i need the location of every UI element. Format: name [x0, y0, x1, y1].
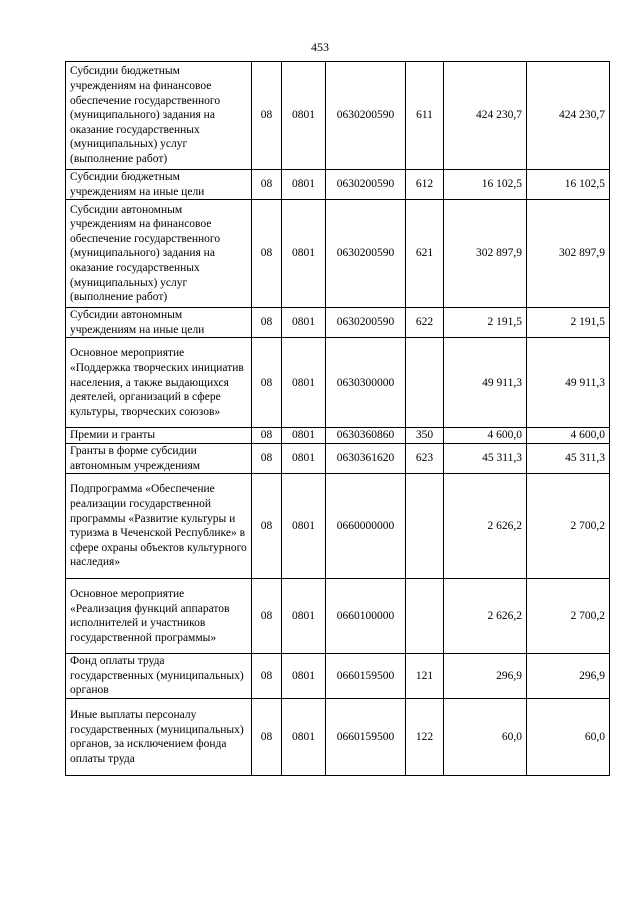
subsection-code: 0801: [282, 699, 326, 776]
expense-type-code: 623: [406, 443, 444, 473]
section-code: 08: [252, 428, 282, 444]
table-row: [66, 308, 610, 338]
amount-1: 424 230,7: [444, 62, 527, 170]
expense-type-code: 350: [406, 428, 444, 444]
target-article-code: 0630200590: [326, 308, 406, 338]
item-name: Субсидии бюджетным учреждениям на финансовое обеспечение государственного (муниципального) задания на оказание государственных (муниципальных) услуг (выполнение работ): [66, 62, 252, 170]
expense-type-code: [406, 579, 444, 654]
table-row: [66, 170, 610, 200]
subsection-code: 0801: [282, 62, 326, 170]
item-name: Подпрограмма «Обеспечение реализации государственной программы «Развитие культуры и туризма в Чеченской Республике» в сфере охраны объектов культурного наследия»: [66, 474, 252, 579]
table-row: [66, 428, 610, 444]
item-name: Субсидии автономным учреждениям на финансовое обеспечение государственного (муниципального) задания на оказание государственных (муниципальных) услуг (выполнение работ): [66, 200, 252, 308]
budget-table: [65, 61, 610, 776]
subsection-code: 0801: [282, 200, 326, 308]
section-code: 08: [252, 170, 282, 200]
expense-type-code: [406, 338, 444, 428]
item-name: Иные выплаты персоналу государственных (муниципальных) органов, за исключением фонда оплаты труда: [66, 699, 252, 776]
target-article-code: 0630300000: [326, 338, 406, 428]
page-number: 453: [311, 40, 329, 54]
amount-1: 2 626,2: [444, 579, 527, 654]
item-name: Субсидии автономным учреждениям на иные цели: [66, 308, 252, 338]
target-article-code: 0630360860: [326, 428, 406, 444]
amount-1: 2 191,5: [444, 308, 527, 338]
amount-1: 4 600,0: [444, 428, 527, 444]
target-article-code: 0630200590: [326, 170, 406, 200]
target-article-code: 0660159500: [326, 699, 406, 776]
expense-type-code: 121: [406, 654, 444, 699]
item-name: Гранты в форме субсидии автономным учреждениям: [66, 443, 252, 473]
amount-2: 302 897,9: [527, 200, 610, 308]
table-row: [66, 579, 610, 654]
section-code: 08: [252, 654, 282, 699]
expense-type-code: 621: [406, 200, 444, 308]
expense-type-code: 612: [406, 170, 444, 200]
amount-1: 60,0: [444, 699, 527, 776]
amount-1: 49 911,3: [444, 338, 527, 428]
amount-1: 296,9: [444, 654, 527, 699]
amount-2: 2 700,2: [527, 579, 610, 654]
target-article-code: 0630200590: [326, 200, 406, 308]
subsection-code: 0801: [282, 654, 326, 699]
section-code: 08: [252, 474, 282, 579]
subsection-code: 0801: [282, 338, 326, 428]
table-row: [66, 338, 610, 428]
amount-1: 16 102,5: [444, 170, 527, 200]
amount-2: 296,9: [527, 654, 610, 699]
section-code: 08: [252, 699, 282, 776]
item-name: Субсидии бюджетным учреждениям на иные цели: [66, 170, 252, 200]
amount-2: 16 102,5: [527, 170, 610, 200]
subsection-code: 0801: [282, 579, 326, 654]
amount-2: 60,0: [527, 699, 610, 776]
amount-1: 302 897,9: [444, 200, 527, 308]
amount-2: 2 700,2: [527, 474, 610, 579]
expense-type-code: [406, 474, 444, 579]
table-row: [66, 654, 610, 699]
item-name: Основное мероприятие «Реализация функций аппаратов исполнителей и участников государственной программы»: [66, 579, 252, 654]
item-name: Основное мероприятие «Поддержка творческих инициатив населения, а также выдающихся деятелей, организаций в сфере культуры, творческих союзов»: [66, 338, 252, 428]
section-code: 08: [252, 308, 282, 338]
section-code: 08: [252, 579, 282, 654]
amount-2: 424 230,7: [527, 62, 610, 170]
expense-type-code: 122: [406, 699, 444, 776]
expense-type-code: 611: [406, 62, 444, 170]
subsection-code: 0801: [282, 170, 326, 200]
section-code: 08: [252, 443, 282, 473]
target-article-code: 0660159500: [326, 654, 406, 699]
amount-2: 45 311,3: [527, 443, 610, 473]
subsection-code: 0801: [282, 428, 326, 444]
target-article-code: 0660000000: [326, 474, 406, 579]
subsection-code: 0801: [282, 308, 326, 338]
subsection-code: 0801: [282, 474, 326, 579]
amount-2: 49 911,3: [527, 338, 610, 428]
amount-1: 2 626,2: [444, 474, 527, 579]
table-row: [66, 200, 610, 308]
table-row: [66, 699, 610, 776]
item-name: Премии и гранты: [66, 428, 252, 444]
section-code: 08: [252, 200, 282, 308]
target-article-code: 0660100000: [326, 579, 406, 654]
table-row: [66, 474, 610, 579]
amount-2: 4 600,0: [527, 428, 610, 444]
amount-2: 2 191,5: [527, 308, 610, 338]
section-code: 08: [252, 62, 282, 170]
table-row: [66, 443, 610, 473]
amount-1: 45 311,3: [444, 443, 527, 473]
section-code: 08: [252, 338, 282, 428]
item-name: Фонд оплаты труда государственных (муниципальных) органов: [66, 654, 252, 699]
expense-type-code: 622: [406, 308, 444, 338]
target-article-code: 0630200590: [326, 62, 406, 170]
subsection-code: 0801: [282, 443, 326, 473]
table-row: [66, 62, 610, 170]
target-article-code: 0630361620: [326, 443, 406, 473]
